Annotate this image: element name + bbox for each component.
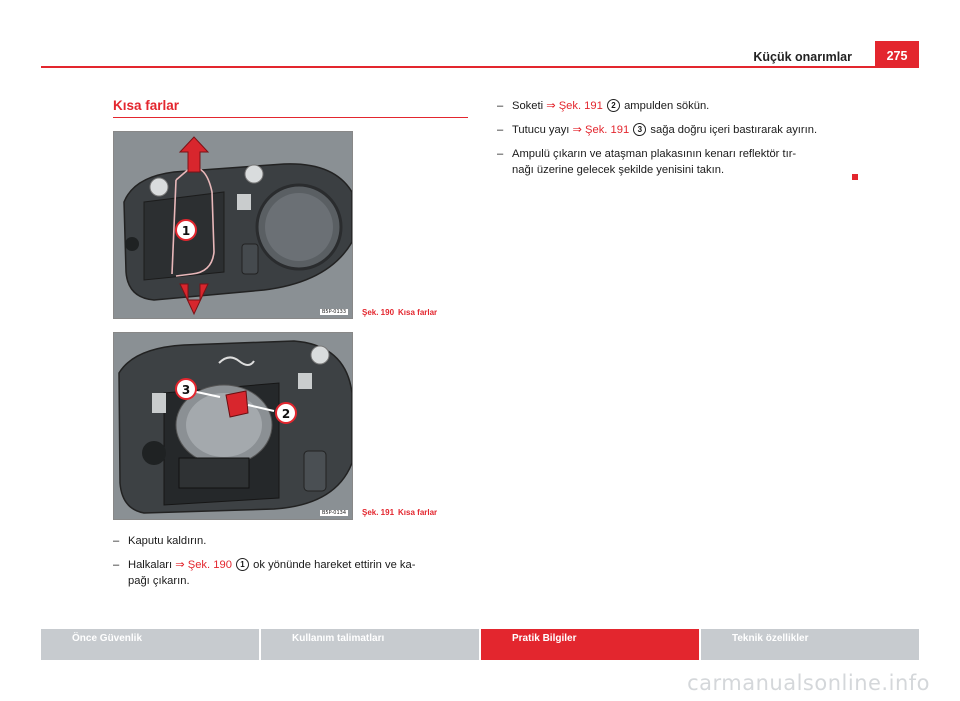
footer-tab-technical[interactable]: Teknik özellikler [701, 629, 919, 660]
caption-text: Kısa farlar [398, 308, 438, 317]
figure-191-caption [362, 508, 441, 517]
callout-number-badge: 2 [607, 99, 620, 112]
callout-number-badge: 1 [236, 558, 249, 571]
figure-link[interactable] [546, 100, 603, 112]
running-header-title: Küçük onarımlar [753, 50, 852, 64]
arrow-icon: ⇒ [175, 559, 185, 571]
figure-code: B5P-0133 [321, 309, 346, 315]
step-text: ok yönünde hareket ettirin ve ka- [253, 559, 416, 571]
figure-190-caption [362, 308, 441, 317]
figure-ref-text: Şek. 190 [187, 559, 232, 571]
section-end-marker [852, 174, 858, 180]
svg-text:2: 2 [281, 407, 291, 421]
caption-text: Kısa farlar [398, 508, 438, 517]
step-text: Kaputu kaldırın. [128, 535, 207, 547]
figure-ref-text: Şek. 191 [558, 100, 603, 112]
header-rule [41, 66, 919, 68]
step-text: Halkaları [128, 559, 173, 571]
step-text: ampulden sökün. [624, 100, 710, 112]
figure-code: B5P-0134 [321, 510, 346, 516]
figure-191-headlight-illustration [113, 332, 353, 520]
list-item [113, 533, 463, 549]
callout-number-badge: 3 [633, 123, 646, 136]
arrow-icon: ⇒ [572, 124, 582, 136]
list-item [113, 557, 463, 589]
step-text: Soketi [512, 100, 544, 112]
svg-text:1: 1 [181, 224, 191, 238]
list-dash: – [497, 148, 504, 160]
watermark: carmanualsonline.info [687, 671, 930, 695]
svg-text:3: 3 [181, 383, 191, 397]
page-number: 275 [875, 41, 919, 67]
list-item [497, 122, 867, 138]
footer-navigation [41, 629, 919, 660]
step-text-continued: nağı üzerine gelecek şekilde yenisini takın. [512, 164, 725, 176]
figure-link[interactable] [175, 559, 232, 571]
step-text-continued: pağı çıkarın. [128, 575, 190, 587]
section-title: Kısa farlar [113, 98, 180, 113]
list-dash: – [113, 535, 120, 547]
list-item [497, 98, 867, 114]
caption-ref: Şek. 191 [362, 508, 395, 517]
caption-ref: Şek. 190 [362, 308, 395, 317]
list-item [497, 146, 867, 178]
step-text: sağa doğru içeri bastırarak ayırın. [650, 124, 818, 136]
right-steps-list [497, 98, 867, 186]
section-rule [113, 117, 468, 118]
left-steps-list [113, 533, 463, 597]
list-dash: – [113, 559, 120, 571]
list-dash: – [497, 100, 504, 112]
arrow-icon: ⇒ [546, 100, 556, 112]
figure-ref-text: Şek. 191 [585, 124, 630, 136]
step-text: Ampulü çıkarın ve ataşman plakasının kenarı reflektör tır- [512, 148, 797, 160]
footer-tab-safety[interactable]: Önce Güvenlik [41, 629, 259, 660]
figure-190-headlight-illustration [113, 131, 353, 319]
list-dash: – [497, 124, 504, 136]
step-text: Tutucu yayı [512, 124, 570, 136]
figure-link[interactable] [573, 124, 630, 136]
footer-tab-operation[interactable]: Kullanım talimatları [261, 629, 479, 660]
footer-tab-practical-info[interactable]: Pratik Bilgiler [481, 629, 699, 660]
